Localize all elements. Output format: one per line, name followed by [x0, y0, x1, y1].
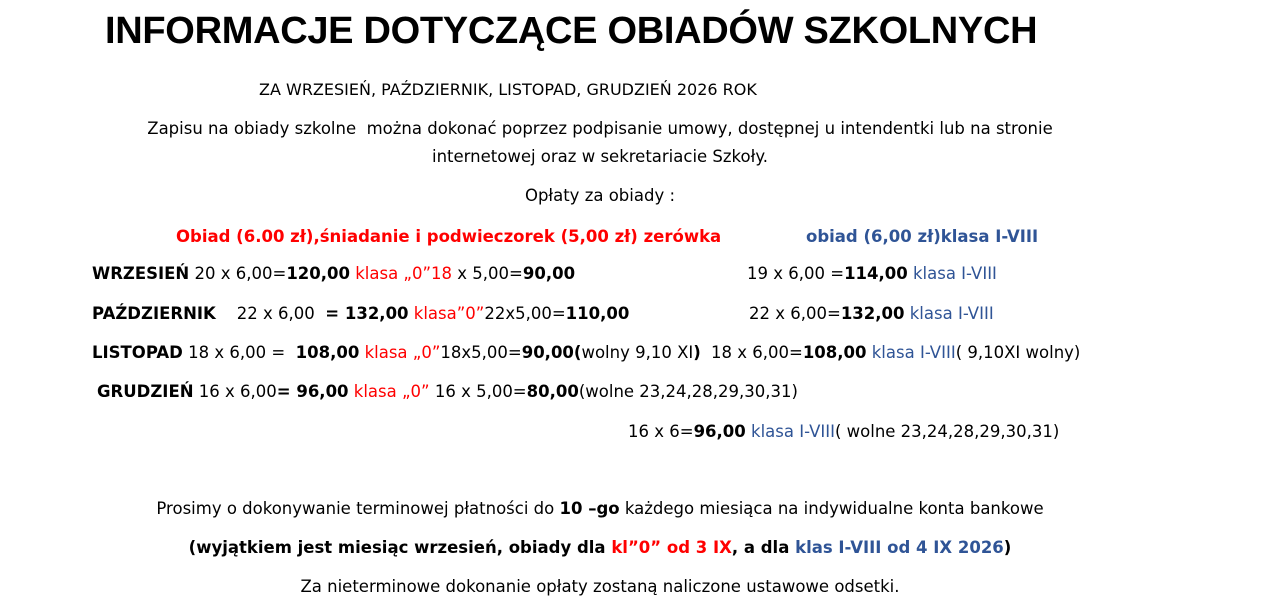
calc-class: 16 x 6=	[628, 422, 694, 441]
class-label: klasa „0”18	[349, 264, 453, 283]
close-paren: )	[693, 343, 701, 362]
calc-breakfast: x 5,00=	[452, 264, 523, 283]
total-class: 132,00	[840, 304, 905, 323]
fees-heading: Opłaty za obiady :	[524, 186, 676, 205]
calc-class: 18 x 6,00=	[711, 343, 803, 362]
row-listopad-right	[711, 343, 1080, 363]
month-label: GRUDZIEŃ	[97, 382, 194, 401]
total-breakfast: 80,00	[526, 382, 579, 401]
row-wrzesien-right	[747, 264, 997, 284]
month-label: PAŹDZIERNIK	[92, 304, 216, 323]
calc-lunch: 20 x 6,00=	[189, 264, 287, 283]
class-label: klasa I-VIII	[745, 422, 835, 441]
row-listopad-left	[92, 343, 701, 363]
calc-class: 19 x 6,00 =	[747, 264, 845, 283]
row-grudzien-right	[628, 422, 1059, 442]
class-label: klasa I-VIII	[866, 343, 956, 362]
calc-breakfast: 18x5,00=	[440, 343, 522, 362]
calc-lunch: 16 x 6,00	[193, 382, 277, 401]
month-label: WRZESIEŃ	[92, 264, 190, 283]
payment-deadline: 10 –go	[559, 499, 620, 518]
intro-line-2: internetowej oraz w sekretariacie Szkoły.	[432, 147, 768, 166]
calc-breakfast: 16 x 5,00=	[429, 382, 527, 401]
row-grudzien-left	[97, 382, 798, 402]
interest-notice: Za nieterminowe dokonanie opłaty zostaną naliczone ustawowe odsetki.	[300, 577, 900, 596]
calc-breakfast: 22x5,00=	[484, 304, 566, 323]
intro-line-1: Zapisu na obiady szkolne można dokonać poprzez podpisanie umowy, dostępnej u intendentki lub na stronie	[147, 119, 1053, 138]
total-breakfast: 90,00(	[521, 343, 582, 362]
class-label: klasa I-VIII	[907, 264, 997, 283]
total-class: 114,00	[844, 264, 908, 283]
period-subtitle: ZA WRZESIEŃ, PAŹDZIERNIK, LISTOPAD, GRUDZIEŃ 2026 ROK	[259, 80, 757, 99]
zerowka-start-date: kl”0” od 3 IX	[611, 538, 732, 557]
total-breakfast: 90,00	[522, 264, 576, 283]
exception-text: )	[1003, 538, 1012, 557]
row-pazdziernik-left	[92, 304, 629, 324]
class-label: klasa „0”	[359, 343, 441, 362]
total-lunch: 108,00	[295, 343, 360, 362]
row-wrzesien-left	[92, 264, 575, 284]
class-label: klasa”0”	[408, 304, 485, 323]
free-days-note: ( 9,10XI wolny)	[955, 343, 1081, 362]
payment-text: każdego miesiąca na indywidualne konta bankowe	[619, 499, 1044, 518]
klasa-column-header: obiad (6,00 zł)klasa I-VIII	[806, 227, 1039, 246]
month-label: LISTOPAD	[92, 343, 183, 362]
free-days-note: (wolne 23,24,28,29,30,31)	[578, 382, 798, 401]
class-label: klasa „0”	[348, 382, 430, 401]
free-days-note: wolny 9,10 XI	[581, 343, 694, 362]
total-lunch: = 132,00	[325, 304, 409, 323]
payment-line-2	[0, 538, 1200, 558]
zerowka-column-header: Obiad (6.00 zł),śniadanie i podwieczorek (5,00 zł) zerówka	[176, 227, 722, 246]
total-lunch: = 96,00	[276, 382, 349, 401]
exception-text: , a dla	[731, 538, 796, 557]
calc-class: 22 x 6,00=	[749, 304, 841, 323]
calc-lunch: 22 x 6,00	[215, 304, 326, 323]
exception-text: (wyjątkiem jest miesiąc wrzesień, obiady dla	[188, 538, 612, 557]
payment-line-1	[0, 499, 1200, 519]
total-lunch: 120,00	[286, 264, 350, 283]
row-pazdziernik-right	[749, 304, 994, 324]
free-days-note: ( wolne 23,24,28,29,30,31)	[834, 422, 1060, 441]
klasa-start-date: klas I-VIII od 4 IX 2026	[795, 538, 1004, 557]
total-breakfast: 110,00	[565, 304, 630, 323]
page-title: INFORMACJE DOTYCZĄCE OBIADÓW SZKOLNYCH	[105, 10, 1038, 52]
total-class: 96,00	[693, 422, 746, 441]
total-class: 108,00	[802, 343, 867, 362]
payment-text: Prosimy o dokonywanie terminowej płatności do	[156, 499, 560, 518]
class-label: klasa I-VIII	[904, 304, 994, 323]
calc-lunch: 18 x 6,00 =	[182, 343, 296, 362]
